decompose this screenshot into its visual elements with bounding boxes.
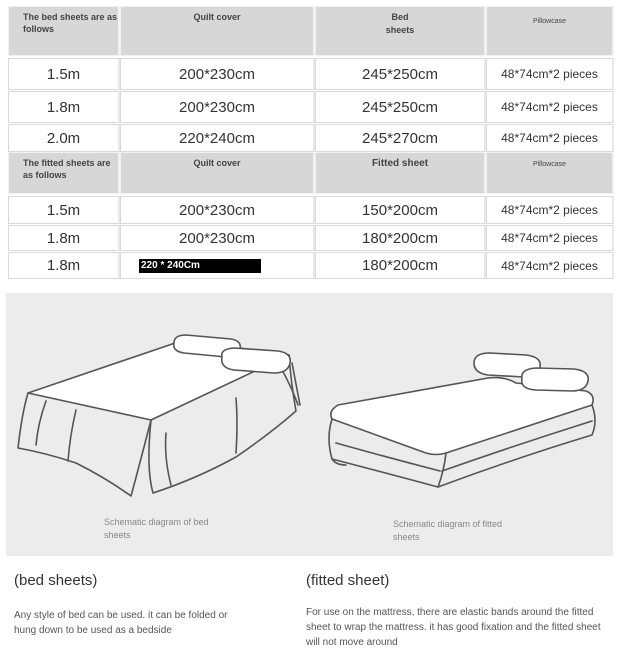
sheet-cell: 150*200cm: [315, 196, 486, 224]
fitted-sheet-description: For use on the mattress, there are elastic bands around the fitted sheet to wrap the mattress. it has good fixation and the fitted sheet will not move around: [306, 607, 601, 648]
quilt-cell: 200*230cm: [120, 225, 315, 251]
table-row: [8, 124, 614, 152]
header-quilt-cover: Quilt cover: [120, 152, 315, 194]
bed-sheet-drawing: [18, 335, 300, 496]
header-bed-sheets: Bed sheets: [315, 6, 486, 56]
pillow-cell: 48*74cm*2 pieces: [486, 225, 614, 251]
table-row: [8, 58, 614, 90]
pillow-cell: 48*74cm*2 pieces: [486, 196, 614, 224]
table-row: [8, 225, 614, 251]
quilt-cell: [120, 252, 315, 279]
bed-sheets-title: (bed sheets): [14, 572, 98, 589]
sheet-cell: 180*200cm: [315, 225, 486, 251]
schematic-illustration: [6, 293, 613, 556]
size-cell: 1.8m: [8, 225, 120, 251]
pillow-cell: 48*74cm*2 pieces: [486, 252, 614, 279]
sheet-cell: 245*250cm: [315, 91, 486, 123]
header-quilt-cover: Quilt cover: [120, 6, 315, 56]
caption-fitted-sheets: Schematic diagram of fitted sheets: [393, 519, 503, 542]
quilt-cell: 200*230cm: [120, 58, 315, 90]
size-cell: 2.0m: [8, 124, 120, 152]
caption-bed-sheets: Schematic diagram of bed sheets: [104, 517, 209, 540]
header-pillowcase: Pillowcase: [486, 6, 614, 56]
quilt-cell: 200*230cm: [120, 196, 315, 224]
pillow-cell: 48*74cm*2 pieces: [486, 91, 614, 123]
quilt-cell: 220*240cm: [120, 124, 315, 152]
table-row: [8, 252, 614, 279]
header-fitted-sheet: Fitted sheet: [315, 152, 486, 194]
sheet-cell: 245*270cm: [315, 124, 486, 152]
table-header-label: The fitted sheets are as follows: [8, 152, 120, 194]
table-row: [8, 196, 614, 224]
sheet-cell: 180*200cm: [315, 252, 486, 279]
table-header-row: [8, 6, 614, 56]
size-cell: 1.5m: [8, 196, 120, 224]
sheet-cell: 245*250cm: [315, 58, 486, 90]
pillow-cell: 48*74cm*2 pieces: [486, 58, 614, 90]
size-cell: 1.8m: [8, 252, 120, 279]
size-cell: 1.8m: [8, 91, 120, 123]
header-pillowcase: Pillowcase: [486, 152, 614, 194]
size-cell: 1.5m: [8, 58, 120, 90]
bed-sheets-description: Any style of bed can be used. it can be folded or hung down to be used as a bedside: [14, 610, 228, 636]
bed-drawings: [6, 293, 613, 556]
table-row: [8, 91, 614, 123]
table-header-label: The bed sheets are as follows: [8, 6, 120, 56]
fitted-sheet-drawing: [329, 353, 595, 487]
table-header-row: [8, 152, 614, 194]
pillow-cell: 48*74cm*2 pieces: [486, 124, 614, 152]
quilt-cell: 200*230cm: [120, 91, 315, 123]
quilt-redacted-label: 220 * 240Cm: [139, 259, 261, 273]
fitted-sheet-title: (fitted sheet): [306, 572, 390, 589]
